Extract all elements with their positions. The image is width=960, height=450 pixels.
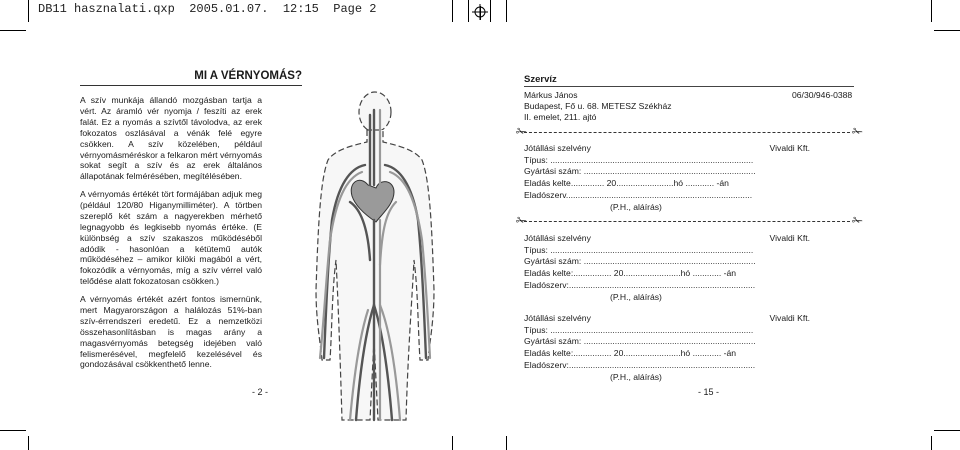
warranty-coupon bbox=[524, 233, 810, 303]
cut-line bbox=[524, 132, 850, 133]
warranty-company: Vivaldi Kft. bbox=[769, 143, 810, 153]
signature-label: (P.H., aláírás) bbox=[610, 201, 662, 212]
page-title: MI A VÉRNYOMÁS? bbox=[194, 70, 302, 82]
signature-label: (P.H., aláírás) bbox=[610, 371, 662, 382]
page-number: - 2 - bbox=[252, 387, 269, 397]
header-date: 2005.01.07. bbox=[189, 2, 269, 16]
circulatory-system-illustration bbox=[290, 90, 455, 430]
right-page bbox=[480, 0, 960, 450]
warranty-line: Gyártási szám: ........................................................................ bbox=[524, 336, 756, 347]
address-line: Budapest, Fő u. 68. METESZ Székház bbox=[524, 101, 672, 112]
service-phone: 06/30/946-0388 bbox=[792, 90, 853, 100]
title-rule bbox=[80, 85, 302, 86]
paragraph: A vérnyomás értékét tört formájában adjuk meg (például 120/80 Higanymilliméter). A törtben szereplő két szám a nagyerekben mérhető legnagyobb és legkisebb nyomás értéke. (E különbség a szív szakaszos működéséből adódik - hasonlóan a kétütemű autók működéséhez – amikor kilöki magából a vért, fokozódik a vérnyomás, míg a szív vérrel való telődése alatt fokozatosan csökken.) bbox=[80, 189, 262, 287]
address-line: Márkus János bbox=[524, 90, 578, 100]
page-number: - 15 - bbox=[698, 387, 720, 397]
warranty-line: Eladás kelte:................ 20........................hó ............ -án bbox=[524, 268, 737, 279]
warranty-line: Eladószerv:.............................................................................. bbox=[524, 359, 756, 370]
signature-label: (P.H., aláírás) bbox=[610, 291, 662, 302]
cut-line bbox=[524, 221, 850, 222]
warranty-line: Típus: ..................................................................................... bbox=[524, 154, 754, 165]
warranty-company: Vivaldi Kft. bbox=[769, 313, 810, 323]
paragraph: A vérnyomás értékét azért fontos ismernünk, mert Magyarországon a halálozás 51%-ban szív-érrendszeri eredetű. Ez a nemzetközi összehasonlításban is magas arány a magasvérnyomás betegség idejében való felismerésével, megfelelő kezelésével és gondozásával csökkenthető lenne. bbox=[80, 294, 262, 370]
warranty-coupon bbox=[524, 143, 810, 213]
warranty-line: Típus: ..................................................................................... bbox=[524, 244, 754, 255]
warranty-line: Típus: ..................................................................................... bbox=[524, 324, 754, 335]
address-line: II. emelet, 211. ajtó bbox=[524, 112, 597, 123]
warranty-header bbox=[524, 313, 810, 325]
warranty-header bbox=[524, 143, 810, 155]
scissors-icon: ✁ bbox=[516, 124, 527, 139]
warranty-line: Eladószerv:.............................................................................. bbox=[524, 279, 756, 290]
warranty-header bbox=[524, 233, 810, 245]
scissors-icon: ✁ bbox=[852, 213, 863, 228]
scissors-icon: ✁ bbox=[852, 124, 863, 139]
warranty-coupon bbox=[524, 313, 810, 383]
warranty-line: Eladás kelte.............. 20........................hó ............ -án bbox=[524, 178, 729, 189]
warranty-title: Jótállási szelvény bbox=[524, 313, 591, 323]
header-file: DB11 hasznalati.qxp bbox=[38, 2, 175, 16]
service-title: Szervíz bbox=[524, 74, 557, 85]
warranty-line: Eladószerv.............................................................................. bbox=[524, 189, 753, 200]
warranty-line: Eladás kelte:................ 20........................hó ............ -án bbox=[524, 348, 737, 359]
warranty-title: Jótállási szelvény bbox=[524, 233, 591, 243]
scissors-icon: ✁ bbox=[516, 213, 527, 228]
service-rule bbox=[524, 86, 854, 87]
header-page: Page 2 bbox=[333, 2, 377, 16]
warranty-line: Gyártási szám: ........................................................................ bbox=[524, 166, 756, 177]
warranty-company: Vivaldi Kft. bbox=[769, 233, 810, 243]
warranty-line: Gyártási szám: ........................................................................ bbox=[524, 256, 756, 267]
header-time: 12:15 bbox=[282, 2, 319, 16]
paragraph: A szív munkája állandó mozgásban tartja a vért. Az áramló vér nyomja / feszíti az erek falát. Ez a nyomás a szívtől távolodva, az erek fokozatos oszlásával a vénák felé egyre csökken. A szív közelében, például vérnyomásméréskor a felkaron mért vérnyomás sokat segít a szív és az erek általános állapotának felmérésében, megítélésében. bbox=[80, 95, 262, 182]
warranty-title: Jótállási szelvény bbox=[524, 143, 591, 153]
service-address bbox=[524, 90, 672, 124]
